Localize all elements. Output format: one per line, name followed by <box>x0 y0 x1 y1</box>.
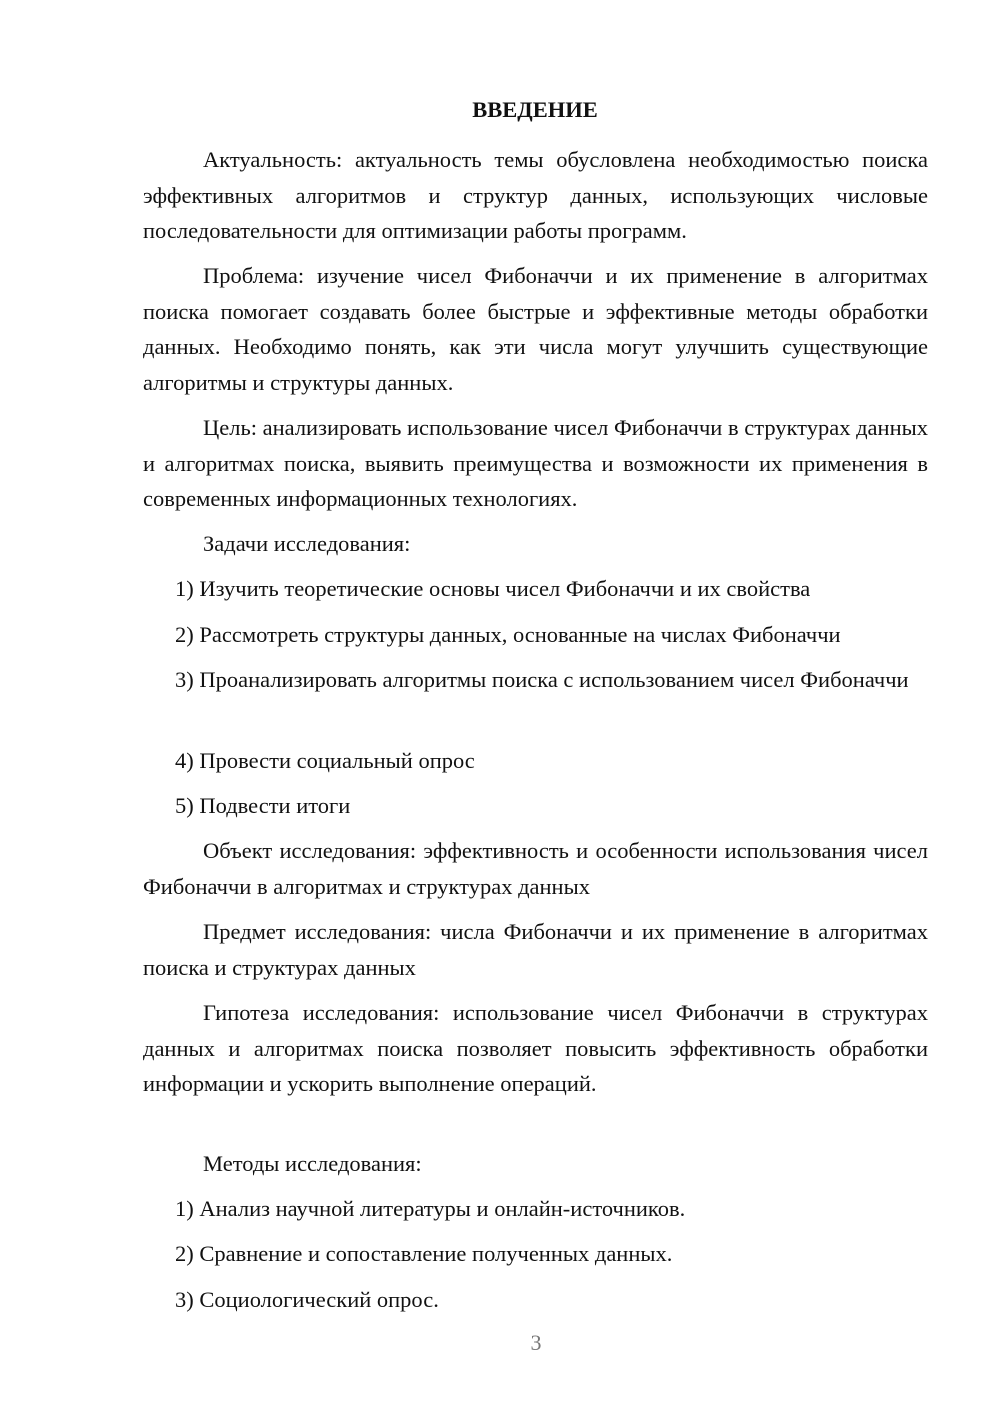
task-item-2: 2) Рассмотреть структуры данных, основанные на числах Фибоначчи <box>175 622 841 647</box>
task-item-5: 5) Подвести итоги <box>175 793 351 818</box>
method-item-1: 1) Анализ научной литературы и онлайн-источников. <box>175 1196 686 1221</box>
methods-heading: Методы исследования: <box>203 1151 422 1176</box>
tasks-heading: Задачи исследования: <box>203 531 411 556</box>
task-item-4: 4) Провести социальный опрос <box>175 748 475 773</box>
problem-paragraph: Проблема: изучение чисел Фибоначчи и их применение в алгоритмах поиска помогает создавать более быстрые и эффективные методы обработки данных. Необходимо понять, как эти числа могут улучшить существующие алгоритмы и структуры данных. <box>143 263 928 395</box>
hypothesis-paragraph: Гипотеза исследования: использование чисел Фибоначчи в структурах данных и алгоритмах поиска позволяет повысить эффективность обработки информации и ускорить выполнение операций. <box>143 1000 928 1096</box>
page-title: ВВЕДЕНИЕ <box>472 97 598 122</box>
task-item-3: 3) Проанализировать алгоритмы поиска с использованием чисел Фибоначчи <box>175 667 909 692</box>
method-item-2: 2) Сравнение и сопоставление полученных данных. <box>175 1241 673 1266</box>
object-paragraph: Объект исследования: эффективность и особенности использования чисел Фибоначчи в алгоритмах и структурах данных <box>143 838 928 899</box>
relevance-paragraph: Актуальность: актуальность темы обусловлена необходимостью поиска эффективных алгоритмов и структур данных, использующих числовые последовательности для оптимизации работы программ. <box>143 147 928 243</box>
goal-paragraph: Цель: анализировать использование чисел Фибоначчи в структурах данных и алгоритмах поиска, выявить преимущества и возможности их применения в современных информационных технологиях. <box>143 415 928 511</box>
method-item-3: 3) Социологический опрос. <box>175 1287 439 1312</box>
page-number: 3 <box>530 1330 542 1355</box>
task-item-1: 1) Изучить теоретические основы чисел Фибоначчи и их свойства <box>175 576 811 601</box>
subject-paragraph: Предмет исследования: числа Фибоначчи и их применение в алгоритмах поиска и структурах данных <box>143 919 928 980</box>
